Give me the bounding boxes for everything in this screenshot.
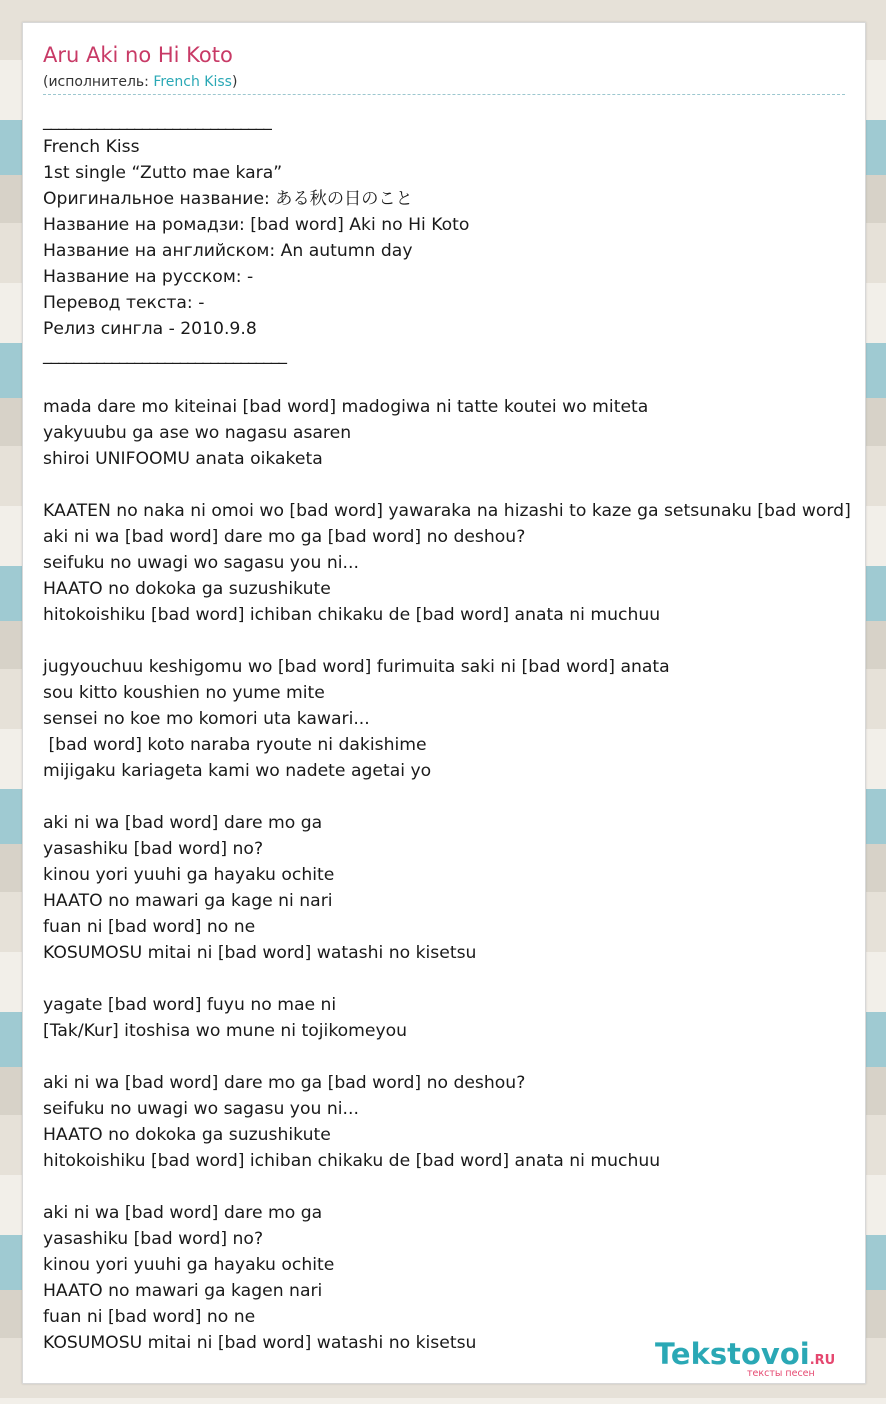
lyric-line: HAATO no mawari ga kagen nari [43, 1281, 323, 1301]
lyric-line: Название на русском: - [43, 267, 254, 287]
lyric-line: hitokoishiku [bad word] ichiban chikaku de [bad word] anata ni muchuu [43, 605, 661, 625]
lyric-line: HAATO no dokoka ga suzushikute [43, 1125, 331, 1145]
song-title: Aru Aki no Hi Koto [43, 43, 233, 67]
lyric-line: shiroi UNIFOOMU anata oikaketa [43, 449, 323, 469]
lyric-line: aki ni wa [bad word] dare mo ga [43, 1203, 323, 1223]
lyric-line: 1st single “Zutto mae kara” [43, 163, 283, 183]
lyric-line: KOSUMOSU mitai ni [bad word] watashi no kisetsu [43, 1333, 477, 1353]
lyric-line: fuan ni [bad word] no ne [43, 1307, 256, 1327]
logo-tagline: тексты песен [747, 1368, 815, 1379]
lyric-line: [Tak/Kur] itoshisa wo mune ni tojikomeyou [43, 1021, 408, 1041]
stanza-break [43, 1174, 866, 1200]
lyric-line: yakyuubu ga ase wo nagasu asaren [43, 423, 352, 443]
lyrics-text [43, 108, 866, 1356]
performer-line [43, 74, 237, 90]
lyric-line: mijigaku kariageta kami wo nadete agetai yo [43, 761, 432, 781]
lyric-line: jugyouchuu keshigomu wo [bad word] furimuita saki ni [bad word] anata [43, 657, 670, 677]
lyric-line: French Kiss [43, 137, 140, 157]
lyric-line: kinou yori yuuhi ga hayaku ochite [43, 1255, 335, 1275]
lyric-line: KAATEN no naka ni omoi wo [bad word] yawaraka na hizashi to kaze ga setsunaku [bad word] [43, 501, 851, 521]
site-logo[interactable] [655, 1337, 836, 1379]
lyric-line: fuan ni [bad word] no ne [43, 917, 256, 937]
stanza-break [43, 472, 866, 498]
performer-suffix: ) [231, 74, 238, 90]
stanza-break [43, 1044, 866, 1070]
lyric-line: yasashiku [bad word] no? [43, 1229, 264, 1249]
lyric-line: kinou yori yuuhi ga hayaku ochite [43, 865, 335, 885]
lyric-line: hitokoishiku [bad word] ichiban chikaku de [bad word] anata ni muchuu [43, 1151, 661, 1171]
lyric-line: Название на английском: An autumn day [43, 241, 413, 261]
stanza-break [43, 628, 866, 654]
lyric-line: aki ni wa [bad word] dare mo ga [bad word] no deshou? [43, 1073, 526, 1093]
stanza-break [43, 368, 866, 394]
lyric-line: ______________________________ [43, 111, 271, 131]
lyric-line: yagate [bad word] fuyu no mae ni [43, 995, 337, 1015]
stanza-break [43, 784, 866, 810]
lyric-line: seifuku no uwagi wo sagasu you ni... [43, 553, 359, 573]
lyric-line: yasashiku [bad word] no? [43, 839, 264, 859]
stanza-break [43, 966, 866, 992]
lyric-line: HAATO no mawari ga kage ni nari [43, 891, 333, 911]
logo-wordmark: Tekstovoi [655, 1337, 810, 1371]
lyric-line: mada dare mo kiteinai [bad word] madogiwa ni tatte koutei wo miteta [43, 397, 649, 417]
lyric-line: Перевод текста: - [43, 293, 205, 313]
lyric-line: sensei no koe mo komori uta kawari... [43, 709, 370, 729]
lyric-line: aki ni wa [bad word] dare mo ga [43, 813, 323, 833]
lyric-line: [bad word] koto naraba ryoute ni dakishime [43, 735, 427, 755]
performer-link[interactable]: French Kiss [153, 74, 232, 90]
lyric-line: Оригинальное название: ある秋の日のこと [43, 189, 413, 209]
lyric-line: seifuku no uwagi wo sagasu you ni... [43, 1099, 359, 1119]
logo-tld: .RU [809, 1353, 836, 1368]
lyric-line: ________________________________ [43, 345, 286, 365]
lyric-line: Название на ромадзи: [bad word] Aki no Hi Koto [43, 215, 470, 235]
title-divider [43, 94, 845, 95]
lyric-line: sou kitto koushien no yume mite [43, 683, 325, 703]
performer-prefix: (исполнитель: [43, 74, 154, 90]
lyrics-card [22, 22, 866, 1384]
lyric-line: KOSUMOSU mitai ni [bad word] watashi no kisetsu [43, 943, 477, 963]
lyric-line: Релиз сингла - 2010.9.8 [43, 319, 257, 339]
lyric-line: HAATO no dokoka ga suzushikute [43, 579, 331, 599]
lyric-line: aki ni wa [bad word] dare mo ga [bad word] no deshou? [43, 527, 526, 547]
